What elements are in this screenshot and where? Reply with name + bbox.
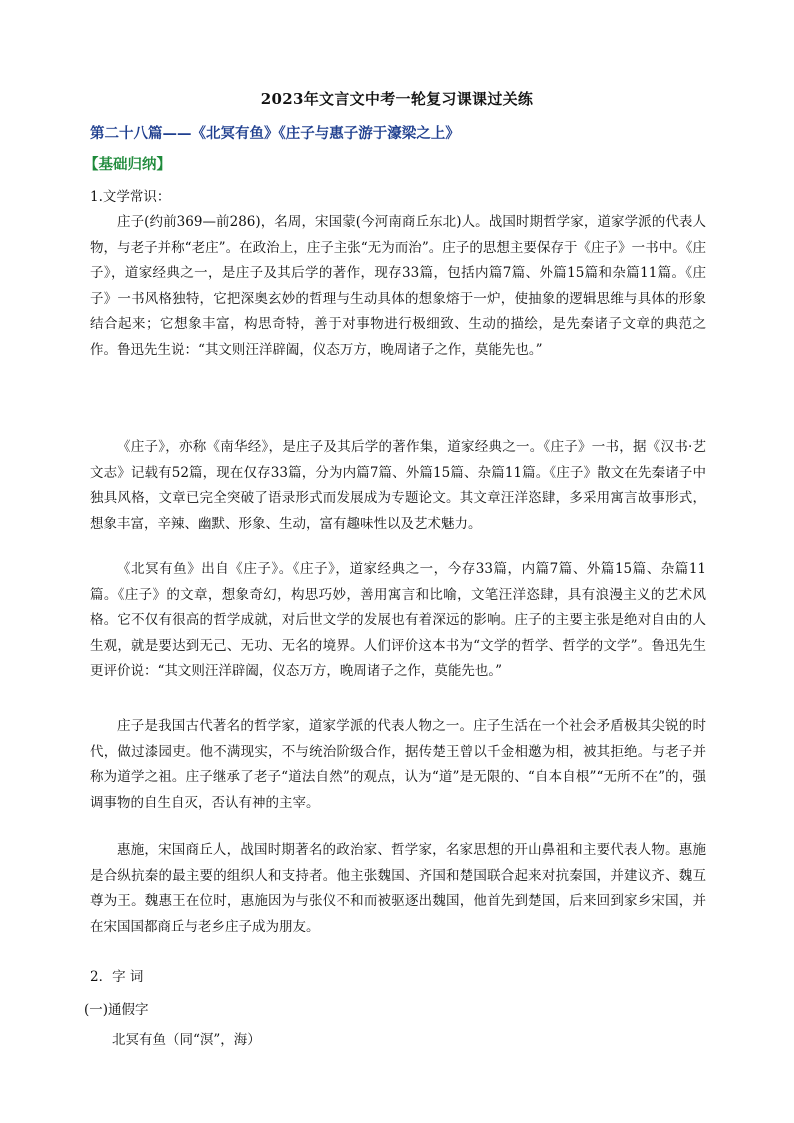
paragraph-huishi: 惠施，宋国商丘人，战国时期著名的政治家、哲学家，名家思想的开山鼻祖和主要代表人物。惠施是合纵抗秦的最主要的组织人和支持者。他主张魏国、齐国和楚国联合起来对抗秦国，并建议齐、魏互尊为王。魏惠王在位时，惠施因为与张仪不和而被驱逐出魏国，他首先到楚国，后来回到家乡宋国，并在宋国国都商丘与老乡庄子成为朋友。 xyxy=(90,842,706,935)
heading-words: 2．字 词 xyxy=(90,969,144,985)
paragraph-zhuangzi-book: 《庄子》，亦称《南华经》，是庄子及其后学的著作集，道家经典之一。《庄子》一书，据《汉书·艺文志》记载有52篇，现在仅存33篇，分为内篇7篇、外篇15篇、杂篇11篇。《庄子》散文在先秦诸子中独具风格，文章已完全突破了语录形式而发展成为专题论文。其文章汪洋恣肆，多采用寓言故事形式，想象丰富，辛辣、幽默、形象、生动，富有趣味性以及艺术魅力。 xyxy=(90,439,706,532)
chapter-title: 第二十八篇——《北冥有鱼》《庄子与惠子游于濠梁之上》 xyxy=(90,125,460,142)
paragraph-beiming-youyu: 《北冥有鱼》出自《庄子》。《庄子》，道家经典之一，今存33篇，内篇7篇、外篇15篇、杂篇11篇。《庄子》的文章，想象奇幻，构思巧妙，善用寓言和比喻，文笔汪洋恣肆，具有浪漫主义的艺术风格。它不仅有很高的哲学成就，对后世文学的发展也有着深远的影响。庄子的主要主张是绝对自由的人生观，就是要达到无己、无功、无名的境界。人们评价这本书为“文学的哲学、哲学的文学”。鲁迅先生更评价说：“其文则汪洋辟阖，仪态万方，晚周诸子之作，莫能先也。” xyxy=(90,561,706,679)
heading-literary-knowledge: 1.文学常识： xyxy=(90,189,171,205)
paragraph-zhuangzi-philosopher: 庄子是我国古代著名的哲学家，道家学派的代表人物之一。庄子生活在一个社会矛盾极其尖锐的时代，做过漆园吏。他不满现实，不与统治阶级合作，据传楚王曾以千金相邀为相，被其拒绝。与老子并称为道学之祖。庄子继承了老子“道法自然”的观点，认为“道”是无限的、“自本自根”“无所不在”的，强调事物的自生自灭，否认有神的主宰。 xyxy=(90,718,706,811)
heading-tongjiazi: (一)通假字 xyxy=(84,1002,149,1018)
document-title: 2023年文言文中考一轮复习课课过关练 xyxy=(260,90,534,108)
tongjiazi-item: 北冥有鱼（同“溟”，海） xyxy=(112,1032,261,1048)
section-label: 【基础归纳】 xyxy=(84,156,171,173)
paragraph-zhuangzi-intro: 庄子(约前369—前286)，名周，宋国蒙(今河南商丘东北)人。战国时期哲学家，道家学派的代表人物，与老子并称“老庄”。在政治上，庄子主张“无为而治”。庄子的思想主要保存于《庄子》一书中。《庄子》，道家经典之一，是庄子及其后学的著作，现存33篇，包括内篇7篇、外篇15篇和杂篇11篇。《庄子》一书风格独特，它把深奥玄妙的哲理与生动具体的想象熔于一炉，使抽象的逻辑思维与具体的形象结合起来；它想象丰富，构思奇特，善于对事物进行极细致、生动的描绘，是先秦诸子文章的典范之作。鲁迅先生说：“其文则汪洋辟阖，仪态万方，晚周诸子之作，莫能先也。” xyxy=(90,214,706,358)
